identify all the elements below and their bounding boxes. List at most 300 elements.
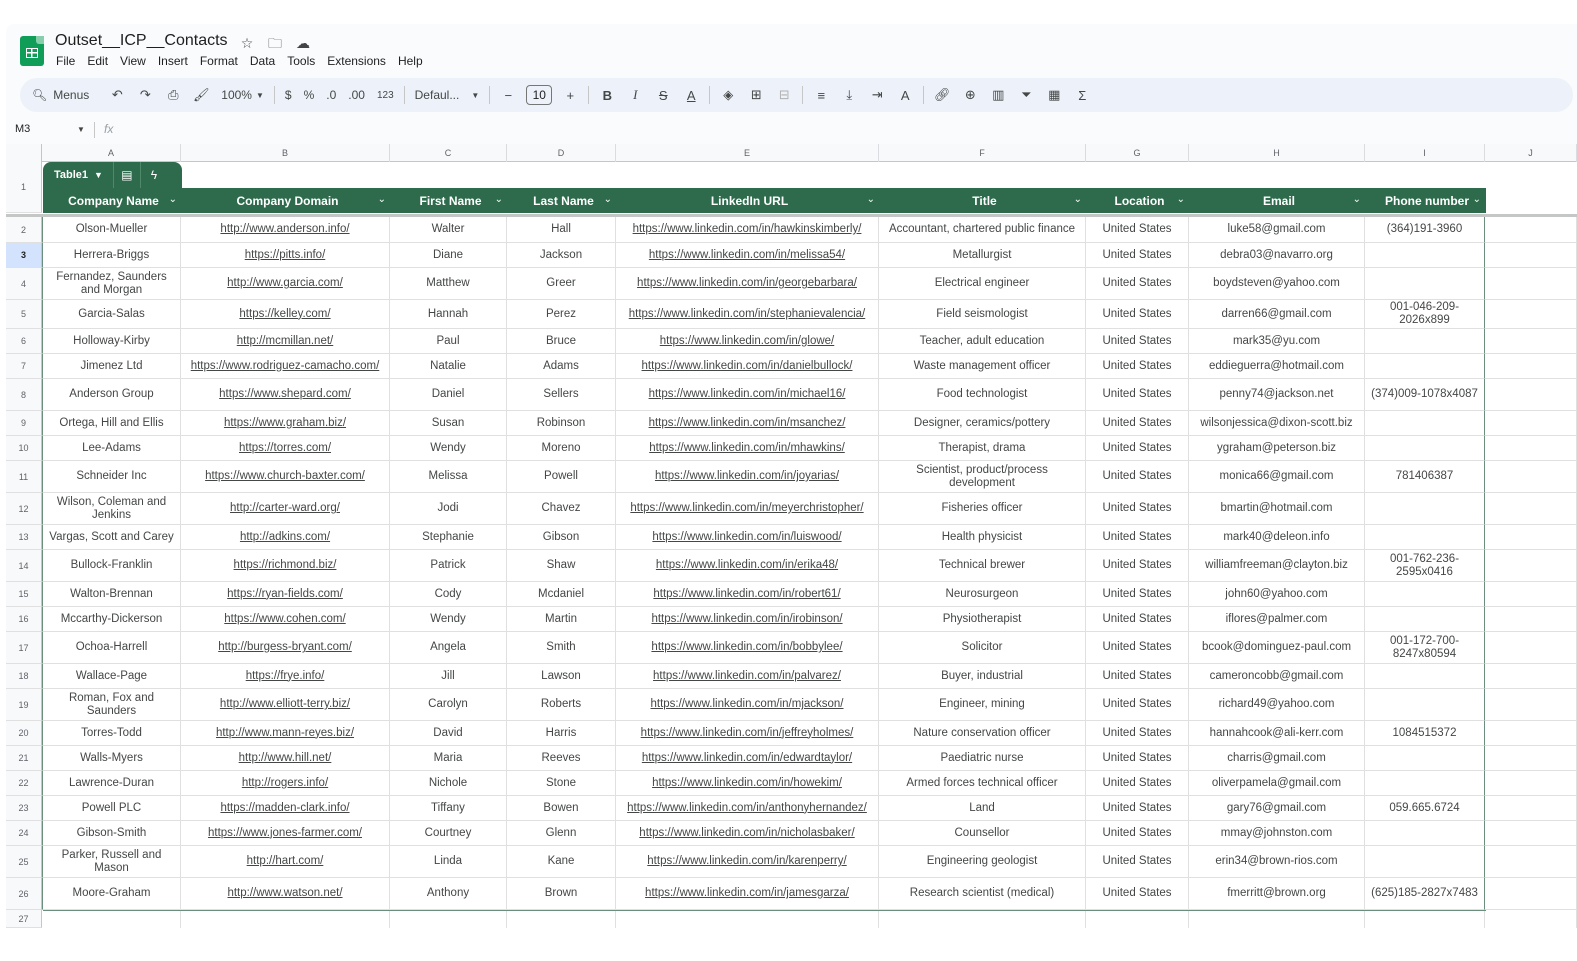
- cell-location[interactable]: United States: [1086, 525, 1189, 550]
- menu-search[interactable]: [28, 88, 97, 102]
- cell-empty[interactable]: [1485, 411, 1577, 436]
- cell-empty[interactable]: [42, 910, 181, 928]
- cell-linkedin-url[interactable]: https://www.linkedin.com/in/karenperry/: [616, 846, 879, 878]
- cell-linkedin-url[interactable]: https://www.linkedin.com/in/palvarez/: [616, 664, 879, 689]
- cell-phone-number[interactable]: [1365, 582, 1485, 607]
- cell-email[interactable]: mark35@yu.com: [1189, 329, 1365, 354]
- column-header-g[interactable]: G: [1086, 144, 1189, 162]
- insert-chart-icon[interactable]: ▥: [992, 87, 1005, 102]
- cell-title[interactable]: Technical brewer: [879, 550, 1086, 582]
- cell-empty[interactable]: [1485, 268, 1577, 300]
- table-view-icon[interactable]: ▤: [121, 168, 133, 182]
- column-title-header[interactable]: [881, 188, 1088, 213]
- cell-location[interactable]: United States: [1086, 329, 1189, 354]
- cell-company-domain[interactable]: http://mcmillan.net/: [181, 329, 390, 354]
- chevron-down-icon[interactable]: ⌄: [494, 194, 503, 205]
- cell-title[interactable]: Engineering geologist: [879, 846, 1086, 878]
- cell-location[interactable]: United States: [1086, 217, 1189, 243]
- cell-last-name[interactable]: Martin: [507, 607, 616, 632]
- cell-email[interactable]: fmerritt@brown.org: [1189, 878, 1365, 910]
- cell-empty[interactable]: [1485, 878, 1577, 910]
- cell-company-domain[interactable]: https://www.shepard.com/: [181, 379, 390, 411]
- cell-company-name[interactable]: Vargas, Scott and Carey: [42, 525, 181, 550]
- chevron-down-icon[interactable]: ▼: [77, 125, 85, 134]
- cell-email[interactable]: cameroncobb@gmail.com: [1189, 664, 1365, 689]
- cell-empty[interactable]: [1485, 821, 1577, 846]
- cell-last-name[interactable]: Brown: [507, 878, 616, 910]
- cell-first-name[interactable]: Melissa: [390, 461, 507, 493]
- cloud-status-icon[interactable]: ☁: [296, 35, 310, 51]
- insert-comment-icon[interactable]: ⊕: [964, 87, 976, 102]
- row-header[interactable]: 18: [6, 664, 42, 689]
- currency-format-button[interactable]: $: [284, 88, 292, 102]
- cell-empty[interactable]: [1485, 632, 1577, 664]
- chevron-down-icon[interactable]: ⌄: [1472, 194, 1481, 205]
- decrease-font-size-icon[interactable]: −: [504, 87, 513, 103]
- percent-format-button[interactable]: %: [303, 88, 315, 102]
- cell-email[interactable]: debra03@navarro.org: [1189, 243, 1365, 268]
- cell-empty[interactable]: [1485, 461, 1577, 493]
- sheets-logo-icon[interactable]: [20, 36, 44, 66]
- cell-linkedin-url[interactable]: https://www.linkedin.com/in/irobinson/: [616, 607, 879, 632]
- cell-location[interactable]: United States: [1086, 268, 1189, 300]
- cell-company-domain[interactable]: https://ryan-fields.com/: [181, 582, 390, 607]
- cell-title[interactable]: Armed forces technical officer: [879, 771, 1086, 796]
- cell-empty[interactable]: [1485, 746, 1577, 771]
- cell-title[interactable]: Scientist, product/process development: [879, 461, 1086, 493]
- cell-email[interactable]: penny74@jackson.net: [1189, 379, 1365, 411]
- cell-email[interactable]: ygraham@peterson.biz: [1189, 436, 1365, 461]
- cell-phone-number[interactable]: (364)191-3960: [1365, 217, 1485, 243]
- cell-empty[interactable]: [1365, 910, 1485, 928]
- text-wrapping-icon[interactable]: ⇥: [871, 87, 883, 102]
- cell-empty[interactable]: [1485, 796, 1577, 821]
- cell-title[interactable]: Field seismologist: [879, 300, 1086, 329]
- column-header-a[interactable]: A: [42, 144, 181, 162]
- cell-phone-number[interactable]: [1365, 846, 1485, 878]
- cell-phone-number[interactable]: 1084515372: [1365, 721, 1485, 746]
- name-box[interactable]: M3: [15, 123, 31, 135]
- cell-empty[interactable]: [181, 910, 390, 928]
- row-header[interactable]: 16: [6, 607, 42, 632]
- cell-title[interactable]: Health physicist: [879, 525, 1086, 550]
- cell-first-name[interactable]: Tiffany: [390, 796, 507, 821]
- increase-font-size-icon[interactable]: +: [566, 87, 575, 103]
- cell-empty[interactable]: [1485, 771, 1577, 796]
- menu-insert[interactable]: Insert: [157, 54, 188, 68]
- insert-link-icon[interactable]: 🔗︎: [934, 87, 951, 102]
- cell-company-domain[interactable]: http://adkins.com/: [181, 525, 390, 550]
- cell-location[interactable]: United States: [1086, 746, 1189, 771]
- row-header[interactable]: 24: [6, 821, 42, 846]
- cell-title[interactable]: Therapist, drama: [879, 436, 1086, 461]
- cell-linkedin-url[interactable]: https://www.linkedin.com/in/mjackson/: [616, 689, 879, 721]
- cell-company-name[interactable]: Lee-Adams: [42, 436, 181, 461]
- row-header[interactable]: 13: [6, 525, 42, 550]
- merge-cells-icon[interactable]: ⊟: [778, 87, 790, 102]
- column-header-f[interactable]: F: [879, 144, 1086, 162]
- cell-phone-number[interactable]: 001-046-209-2026x899: [1365, 300, 1485, 329]
- cell-company-domain[interactable]: http://www.watson.net/: [181, 878, 390, 910]
- menu-edit[interactable]: Edit: [87, 54, 109, 68]
- cell-last-name[interactable]: Hall: [507, 217, 616, 243]
- cell-email[interactable]: oliverpamela@gmail.com: [1189, 771, 1365, 796]
- star-icon[interactable]: ☆: [240, 35, 254, 51]
- cell-empty[interactable]: [1189, 910, 1365, 928]
- cell-company-domain[interactable]: http://hart.com/: [181, 846, 390, 878]
- cell-company-domain[interactable]: https://frye.info/: [181, 664, 390, 689]
- cell-company-name[interactable]: Herrera-Briggs: [42, 243, 181, 268]
- cell-phone-number[interactable]: [1365, 689, 1485, 721]
- cell-first-name[interactable]: Maria: [390, 746, 507, 771]
- cell-last-name[interactable]: Perez: [507, 300, 616, 329]
- cell-title[interactable]: Paediatric nurse: [879, 746, 1086, 771]
- column-first-name-header[interactable]: [392, 188, 509, 213]
- cell-linkedin-url[interactable]: https://www.linkedin.com/in/hawkinskimberly/: [616, 217, 879, 243]
- cell-company-domain[interactable]: http://www.mann-reyes.biz/: [181, 721, 390, 746]
- column-header-i[interactable]: I: [1365, 144, 1485, 162]
- cell-empty[interactable]: [1485, 910, 1577, 928]
- cell-company-domain[interactable]: https://pitts.info/: [181, 243, 390, 268]
- font-select[interactable]: [415, 88, 480, 102]
- row-header[interactable]: 6: [6, 329, 42, 354]
- cell-linkedin-url[interactable]: https://www.linkedin.com/in/mhawkins/: [616, 436, 879, 461]
- cell-phone-number[interactable]: [1365, 821, 1485, 846]
- row-header[interactable]: 26: [6, 878, 42, 910]
- cell-company-name[interactable]: Walls-Myers: [42, 746, 181, 771]
- cell-email[interactable]: williamfreeman@clayton.biz: [1189, 550, 1365, 582]
- cell-last-name[interactable]: Glenn: [507, 821, 616, 846]
- row-header[interactable]: 5: [6, 300, 42, 329]
- cell-company-domain[interactable]: https://www.rodriguez-camacho.com/: [181, 354, 390, 379]
- cell-phone-number[interactable]: 001-762-236-2595x0416: [1365, 550, 1485, 582]
- cell-phone-number[interactable]: 781406387: [1365, 461, 1485, 493]
- table-tab[interactable]: [43, 162, 182, 188]
- cell-email[interactable]: luke58@gmail.com: [1189, 217, 1365, 243]
- document-title[interactable]: Outset__ICP__Contacts: [55, 32, 228, 49]
- select-all-corner[interactable]: [6, 144, 42, 162]
- cell-empty[interactable]: [1485, 379, 1577, 411]
- cell-first-name[interactable]: Paul: [390, 329, 507, 354]
- cell-location[interactable]: United States: [1086, 436, 1189, 461]
- menu-file[interactable]: File: [56, 54, 76, 68]
- row-header[interactable]: 22: [6, 771, 42, 796]
- cell-email[interactable]: bmartin@hotmail.com: [1189, 493, 1365, 525]
- cell-phone-number[interactable]: [1365, 354, 1485, 379]
- cell-title[interactable]: Neurosurgeon: [879, 582, 1086, 607]
- cell-email[interactable]: erin34@brown-rios.com: [1189, 846, 1365, 878]
- cell-first-name[interactable]: Anthony: [390, 878, 507, 910]
- bold-icon[interactable]: B: [602, 87, 612, 103]
- cell-linkedin-url[interactable]: https://www.linkedin.com/in/msanchez/: [616, 411, 879, 436]
- cell-last-name[interactable]: Powell: [507, 461, 616, 493]
- cell-phone-number[interactable]: [1365, 243, 1485, 268]
- cell-location[interactable]: United States: [1086, 582, 1189, 607]
- cell-last-name[interactable]: Greer: [507, 268, 616, 300]
- row-header[interactable]: 9: [6, 411, 42, 436]
- strikethrough-icon[interactable]: S: [658, 87, 668, 103]
- cell-email[interactable]: mmay@johnston.com: [1189, 821, 1365, 846]
- cell-location[interactable]: United States: [1086, 411, 1189, 436]
- cell-linkedin-url[interactable]: https://www.linkedin.com/in/anthonyhernandez/: [616, 796, 879, 821]
- chevron-down-icon[interactable]: ⌄: [377, 194, 386, 205]
- cell-company-name[interactable]: Wilson, Coleman and Jenkins: [42, 493, 181, 525]
- cell-first-name[interactable]: Stephanie: [390, 525, 507, 550]
- cell-empty[interactable]: [879, 910, 1086, 928]
- cell-last-name[interactable]: Robinson: [507, 411, 616, 436]
- cell-phone-number[interactable]: [1365, 436, 1485, 461]
- borders-icon[interactable]: ⊞: [750, 87, 762, 102]
- cell-location[interactable]: United States: [1086, 354, 1189, 379]
- cell-last-name[interactable]: Harris: [507, 721, 616, 746]
- menu-data[interactable]: Data: [249, 54, 276, 68]
- cell-location[interactable]: United States: [1086, 379, 1189, 411]
- cell-linkedin-url[interactable]: https://www.linkedin.com/in/luiswood/: [616, 525, 879, 550]
- cell-first-name[interactable]: Daniel: [390, 379, 507, 411]
- menu-view[interactable]: View: [120, 54, 146, 68]
- paint-format-icon[interactable]: 🖌︎: [193, 87, 210, 102]
- cell-location[interactable]: United States: [1086, 689, 1189, 721]
- cell-company-name[interactable]: Fernandez, Saunders and Morgan: [42, 268, 181, 300]
- cell-company-name[interactable]: Olson-Mueller: [42, 217, 181, 243]
- cell-empty[interactable]: [1485, 550, 1577, 582]
- cell-phone-number[interactable]: [1365, 607, 1485, 632]
- cell-title[interactable]: Land: [879, 796, 1086, 821]
- cell-email[interactable]: gary76@gmail.com: [1189, 796, 1365, 821]
- cell-last-name[interactable]: Chavez: [507, 493, 616, 525]
- cell-company-name[interactable]: Moore-Graham: [42, 878, 181, 910]
- cell-company-domain[interactable]: https://www.graham.biz/: [181, 411, 390, 436]
- cell-first-name[interactable]: Hannah: [390, 300, 507, 329]
- row-header[interactable]: 17: [6, 632, 42, 664]
- row-header[interactable]: 25: [6, 846, 42, 878]
- cell-first-name[interactable]: Angela: [390, 632, 507, 664]
- cell-last-name[interactable]: Smith: [507, 632, 616, 664]
- cell-title[interactable]: Solicitor: [879, 632, 1086, 664]
- cell-company-domain[interactable]: https://kelley.com/: [181, 300, 390, 329]
- row-header[interactable]: 14: [6, 550, 42, 582]
- italic-icon[interactable]: I: [633, 87, 638, 102]
- cell-first-name[interactable]: Linda: [390, 846, 507, 878]
- cell-company-name[interactable]: Torres-Todd: [42, 721, 181, 746]
- cell-title[interactable]: Counsellor: [879, 821, 1086, 846]
- cell-location[interactable]: United States: [1086, 771, 1189, 796]
- cell-first-name[interactable]: Nichole: [390, 771, 507, 796]
- cell-company-name[interactable]: Bullock-Franklin: [42, 550, 181, 582]
- cell-linkedin-url[interactable]: https://www.linkedin.com/in/howekim/: [616, 771, 879, 796]
- fill-color-icon[interactable]: ◈: [723, 87, 734, 102]
- cell-company-name[interactable]: Mccarthy-Dickerson: [42, 607, 181, 632]
- cell-company-name[interactable]: Jimenez Ltd: [42, 354, 181, 379]
- zoom-select[interactable]: [221, 88, 264, 102]
- vertical-align-icon[interactable]: ⤓: [846, 87, 853, 102]
- cell-email[interactable]: bcook@dominguez-paul.com: [1189, 632, 1365, 664]
- cell-linkedin-url[interactable]: https://www.linkedin.com/in/robert61/: [616, 582, 879, 607]
- row-header[interactable]: 21: [6, 746, 42, 771]
- cell-first-name[interactable]: Wendy: [390, 607, 507, 632]
- row-header[interactable]: 27: [6, 910, 42, 928]
- row-header[interactable]: 12: [6, 493, 42, 525]
- cell-email[interactable]: john60@yahoo.com: [1189, 582, 1365, 607]
- cell-first-name[interactable]: Patrick: [390, 550, 507, 582]
- cell-title[interactable]: Designer, ceramics/pottery: [879, 411, 1086, 436]
- cell-empty[interactable]: [1485, 721, 1577, 746]
- cell-email[interactable]: charris@gmail.com: [1189, 746, 1365, 771]
- chevron-down-icon[interactable]: ⌄: [1176, 194, 1185, 205]
- row-header[interactable]: 23: [6, 796, 42, 821]
- cell-phone-number[interactable]: [1365, 268, 1485, 300]
- cell-location[interactable]: United States: [1086, 461, 1189, 493]
- cell-empty[interactable]: [1485, 300, 1577, 329]
- cell-linkedin-url[interactable]: https://www.linkedin.com/in/melissa54/: [616, 243, 879, 268]
- cell-empty[interactable]: [1485, 664, 1577, 689]
- cell-title[interactable]: Research scientist (medical): [879, 878, 1086, 910]
- cell-company-domain[interactable]: https://www.cohen.com/: [181, 607, 390, 632]
- functions-icon[interactable]: Σ: [1078, 87, 1087, 103]
- filter-views-icon[interactable]: ▦: [1048, 87, 1061, 102]
- cell-empty[interactable]: [1485, 525, 1577, 550]
- chevron-down-icon[interactable]: ⌄: [1352, 194, 1361, 205]
- row-header[interactable]: 7: [6, 354, 42, 379]
- cell-empty[interactable]: [1086, 910, 1189, 928]
- increase-decimal-button[interactable]: .00: [348, 88, 365, 102]
- cell-phone-number[interactable]: [1365, 411, 1485, 436]
- cell-company-name[interactable]: Ochoa-Harrell: [42, 632, 181, 664]
- cell-last-name[interactable]: Stone: [507, 771, 616, 796]
- cell-last-name[interactable]: Jackson: [507, 243, 616, 268]
- cell-company-domain[interactable]: https://www.church-baxter.com/: [181, 461, 390, 493]
- column-header-d[interactable]: D: [507, 144, 616, 162]
- cell-company-domain[interactable]: https://torres.com/: [181, 436, 390, 461]
- cell-linkedin-url[interactable]: https://www.linkedin.com/in/jamesgarza/: [616, 878, 879, 910]
- row-header[interactable]: 10: [6, 436, 42, 461]
- cell-company-name[interactable]: Parker, Russell and Mason: [42, 846, 181, 878]
- more-formats-button[interactable]: 123: [376, 89, 394, 101]
- cell-title[interactable]: Food technologist: [879, 379, 1086, 411]
- cell-location[interactable]: United States: [1086, 300, 1189, 329]
- column-linkedin-url-header[interactable]: [618, 188, 881, 213]
- cell-phone-number[interactable]: [1365, 493, 1485, 525]
- column-email-header[interactable]: [1191, 188, 1367, 213]
- cell-last-name[interactable]: Gibson: [507, 525, 616, 550]
- spreadsheet-grid[interactable]: [6, 144, 1577, 961]
- cell-company-name[interactable]: Gibson-Smith: [42, 821, 181, 846]
- cell-empty[interactable]: [1485, 329, 1577, 354]
- cell-linkedin-url[interactable]: https://www.linkedin.com/in/edwardtaylor/: [616, 746, 879, 771]
- cell-last-name[interactable]: Shaw: [507, 550, 616, 582]
- chevron-down-icon[interactable]: ⌄: [603, 194, 612, 205]
- cell-email[interactable]: richard49@yahoo.com: [1189, 689, 1365, 721]
- row-header[interactable]: 1: [6, 162, 42, 213]
- cell-first-name[interactable]: Walter: [390, 217, 507, 243]
- cell-first-name[interactable]: Diane: [390, 243, 507, 268]
- cell-last-name[interactable]: Bruce: [507, 329, 616, 354]
- menu-help[interactable]: Help: [397, 54, 423, 68]
- cell-company-name[interactable]: Garcia-Salas: [42, 300, 181, 329]
- cell-first-name[interactable]: Courtney: [390, 821, 507, 846]
- print-icon[interactable]: ⎙: [168, 87, 179, 102]
- cell-linkedin-url[interactable]: https://www.linkedin.com/in/jeffreyholmes/: [616, 721, 879, 746]
- cell-phone-number[interactable]: [1365, 525, 1485, 550]
- cell-location[interactable]: United States: [1086, 664, 1189, 689]
- cell-title[interactable]: Electrical engineer: [879, 268, 1086, 300]
- cell-company-domain[interactable]: http://www.hill.net/: [181, 746, 390, 771]
- cell-title[interactable]: Metallurgist: [879, 243, 1086, 268]
- cell-last-name[interactable]: Kane: [507, 846, 616, 878]
- cell-first-name[interactable]: David: [390, 721, 507, 746]
- cell-email[interactable]: iflores@palmer.com: [1189, 607, 1365, 632]
- column-header-c[interactable]: C: [390, 144, 507, 162]
- cell-empty[interactable]: [507, 910, 616, 928]
- cell-company-name[interactable]: Holloway-Kirby: [42, 329, 181, 354]
- column-header-h[interactable]: H: [1189, 144, 1365, 162]
- cell-title[interactable]: Accountant, chartered public finance: [879, 217, 1086, 243]
- cell-location[interactable]: United States: [1086, 796, 1189, 821]
- cell-location[interactable]: United States: [1086, 607, 1189, 632]
- cell-title[interactable]: Waste management officer: [879, 354, 1086, 379]
- cell-linkedin-url[interactable]: https://www.linkedin.com/in/nicholasbaker/: [616, 821, 879, 846]
- column-location-header[interactable]: [1088, 188, 1191, 213]
- chevron-down-icon[interactable]: ⌄: [1073, 194, 1082, 205]
- horizontal-align-icon[interactable]: ≡: [817, 87, 826, 103]
- row-header[interactable]: 20: [6, 721, 42, 746]
- cell-last-name[interactable]: Adams: [507, 354, 616, 379]
- redo-icon[interactable]: ↷: [139, 87, 151, 102]
- cell-email[interactable]: darren66@gmail.com: [1189, 300, 1365, 329]
- cell-company-domain[interactable]: http://carter-ward.org/: [181, 493, 390, 525]
- row-header[interactable]: 15: [6, 582, 42, 607]
- cell-email[interactable]: wilsonjessica@dixon-scott.biz: [1189, 411, 1365, 436]
- cell-linkedin-url[interactable]: https://www.linkedin.com/in/bobbylee/: [616, 632, 879, 664]
- cell-title[interactable]: Nature conservation officer: [879, 721, 1086, 746]
- cell-last-name[interactable]: Moreno: [507, 436, 616, 461]
- row-header[interactable]: 19: [6, 689, 42, 721]
- column-header-j[interactable]: J: [1485, 144, 1577, 162]
- undo-icon[interactable]: ↶: [111, 87, 123, 102]
- cell-empty[interactable]: [1485, 582, 1577, 607]
- cell-company-name[interactable]: Wallace-Page: [42, 664, 181, 689]
- cell-linkedin-url[interactable]: https://www.linkedin.com/in/michael16/: [616, 379, 879, 411]
- move-folder-icon[interactable]: 🗀: [268, 35, 282, 51]
- cell-location[interactable]: United States: [1086, 846, 1189, 878]
- cell-phone-number[interactable]: [1365, 664, 1485, 689]
- cell-email[interactable]: mark40@deleon.info: [1189, 525, 1365, 550]
- cell-empty[interactable]: [1485, 243, 1577, 268]
- cell-company-name[interactable]: Schneider Inc: [42, 461, 181, 493]
- cell-linkedin-url[interactable]: https://www.linkedin.com/in/danielbullock/: [616, 354, 879, 379]
- cell-empty[interactable]: [1485, 436, 1577, 461]
- column-company-name-header[interactable]: [44, 188, 183, 213]
- cell-first-name[interactable]: Natalie: [390, 354, 507, 379]
- cell-linkedin-url[interactable]: https://www.linkedin.com/in/joyarias/: [616, 461, 879, 493]
- cell-company-name[interactable]: Roman, Fox and Saunders: [42, 689, 181, 721]
- cell-title[interactable]: Fisheries officer: [879, 493, 1086, 525]
- cell-company-name[interactable]: Walton-Brennan: [42, 582, 181, 607]
- lightning-icon[interactable]: ϟ: [150, 168, 158, 182]
- row-header[interactable]: 3: [6, 243, 42, 268]
- cell-last-name[interactable]: Mcdaniel: [507, 582, 616, 607]
- cell-email[interactable]: monica66@gmail.com: [1189, 461, 1365, 493]
- cell-linkedin-url[interactable]: https://www.linkedin.com/in/stephanievalencia/: [616, 300, 879, 329]
- cell-phone-number[interactable]: [1365, 746, 1485, 771]
- cell-last-name[interactable]: Reeves: [507, 746, 616, 771]
- font-size-input[interactable]: 10: [526, 85, 552, 105]
- cell-first-name[interactable]: Matthew: [390, 268, 507, 300]
- text-color-icon[interactable]: A: [686, 87, 696, 103]
- chevron-down-icon[interactable]: ⌄: [168, 194, 177, 205]
- cell-email[interactable]: hannahcook@ali-kerr.com: [1189, 721, 1365, 746]
- cell-company-name[interactable]: Powell PLC: [42, 796, 181, 821]
